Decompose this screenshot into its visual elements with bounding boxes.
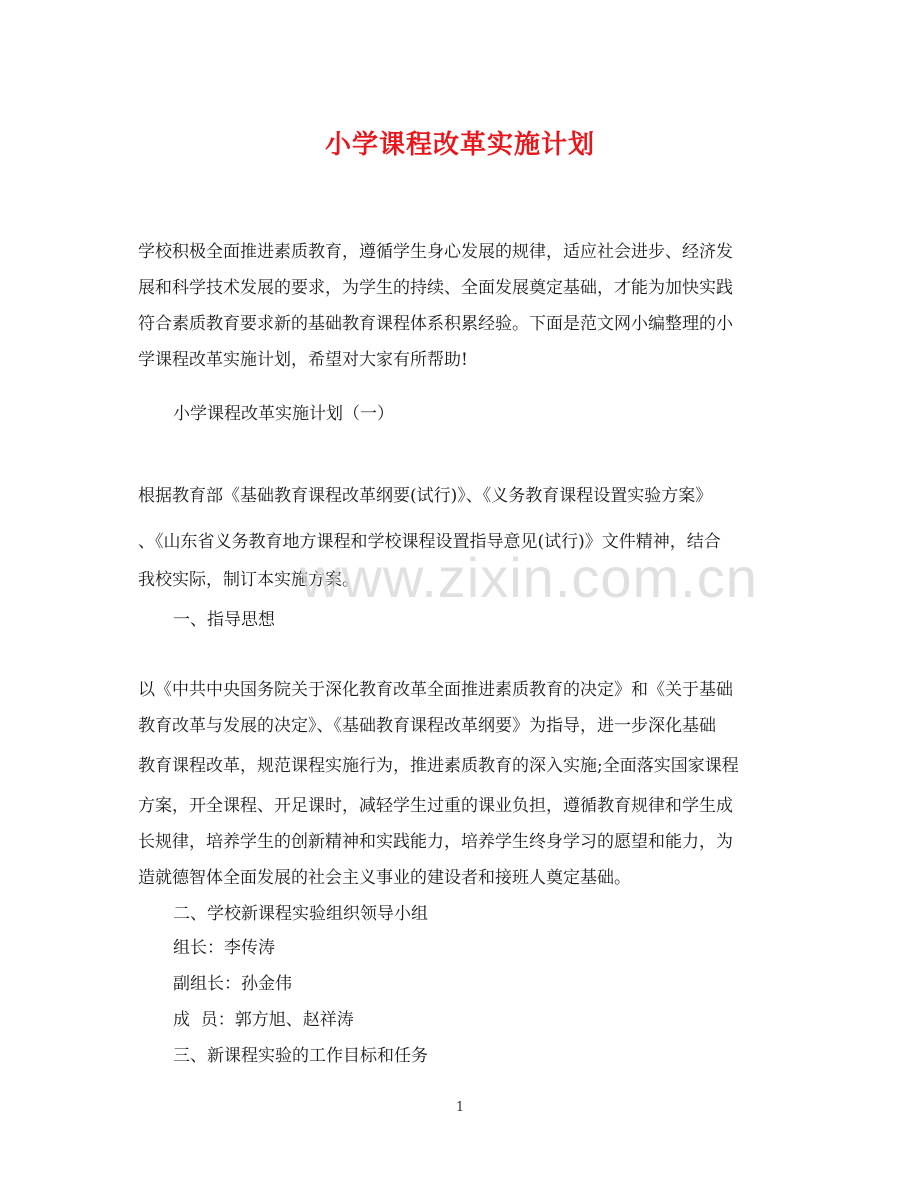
guiding-line: 方案，开全课程、开足课时，减轻学生过重的课业负担，遵循教育规律和学生成: [138, 796, 733, 816]
intro-paragraph: [138, 234, 783, 378]
group-members: 成 员：郭方旭、赵祥涛: [173, 1010, 354, 1030]
intro-line: 学课程改革实施计划，希望对大家有所帮助!: [138, 350, 468, 370]
guiding-line: 以《中共中央国务院关于深化教育改革全面推进素质教育的决定》和《关于基础: [138, 680, 733, 700]
section-heading: 小学课程改革实施计划（一）: [173, 404, 394, 424]
intro-line: 符合素质教育要求新的基础教育课程体系积累经验。下面是范文网小编整理的小: [138, 314, 733, 334]
document-title: 小学课程改革实施计划: [324, 130, 595, 160]
page-number: 1: [455, 1100, 465, 1115]
group-deputy-leader: 副组长：孙金伟: [173, 974, 292, 994]
basis-line: 、《山东省义务教育地方课程和学校课程设置指导意见(试行)》文件精神，结合: [138, 532, 721, 552]
heading-leadership-group: 二、学校新课程实验组织领导小组: [173, 904, 428, 924]
intro-line: 学校积极全面推进素质教育，遵循学生身心发展的规律，适应社会进步、经济发: [138, 242, 733, 262]
basis-line: 我校实际，制订本实施方案。: [138, 570, 359, 590]
guiding-line: 教育改革与发展的决定》、《基础教育课程改革纲要》为指导，进一步深化基础: [138, 716, 716, 736]
guiding-line: 长规律，培养学生的创新精神和实践能力，培养学生终身学习的愿望和能力，为: [138, 832, 733, 852]
heading-guiding-ideology: 一、指导思想: [173, 610, 275, 630]
basis-line: 根据教育部《基础教育课程改革纲要(试行)》、《义务教育课程设置实验方案》: [138, 486, 713, 506]
guiding-line: 造就德智体全面发展的社会主义事业的建设者和接班人奠定基础。: [138, 868, 631, 888]
intro-line: 展和科学技术发展的要求，为学生的持续、全面发展奠定基础，才能为加快实践: [138, 278, 733, 298]
guiding-paragraph-rest: [138, 788, 783, 896]
guiding-line: 教育课程改革，规范课程实施行为，推进素质教育的深入实施;全面落实国家课程: [138, 756, 739, 776]
heading-goals-tasks: 三、新课程实验的工作目标和任务: [173, 1046, 428, 1066]
watermark-logo: www.zixin.com.cn: [300, 546, 758, 609]
group-leader: 组长：李传涛: [173, 938, 275, 958]
